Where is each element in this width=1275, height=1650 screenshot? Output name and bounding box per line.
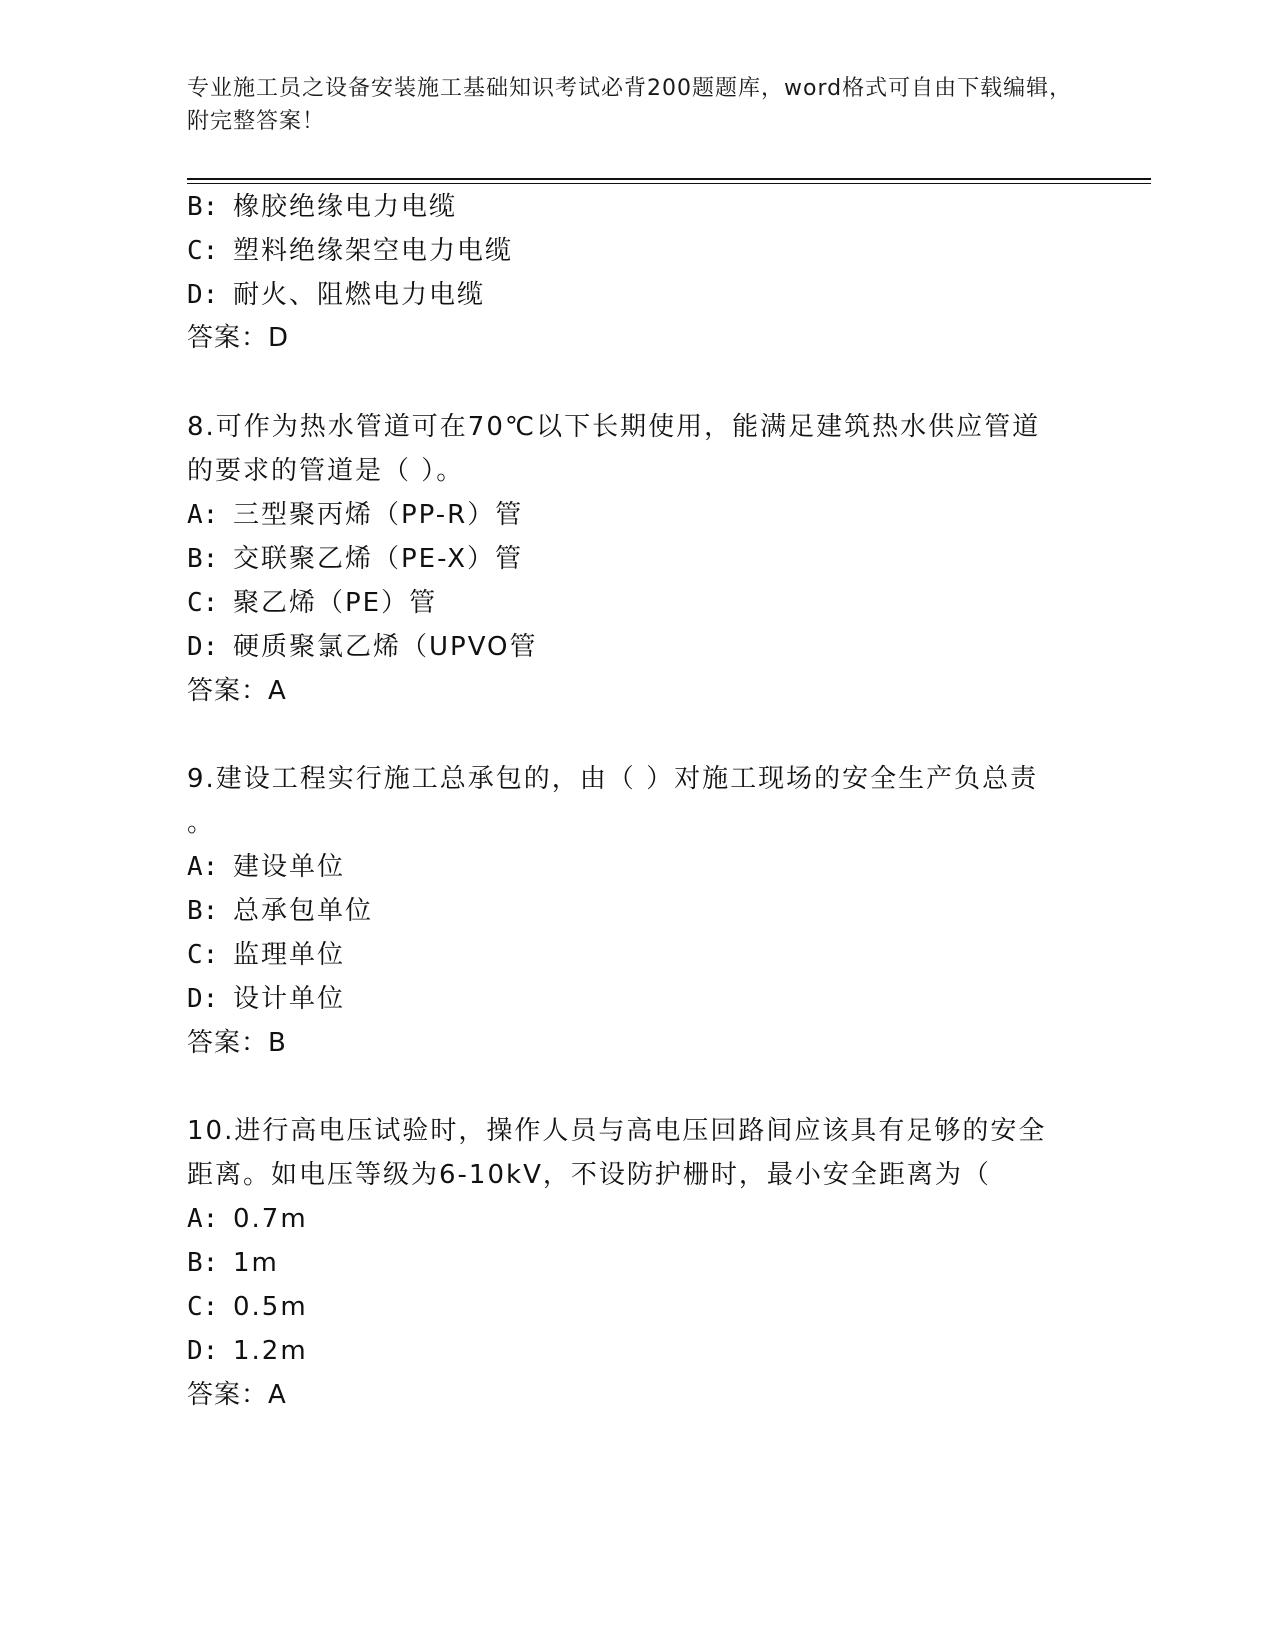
header-divider-thick xyxy=(187,178,1151,180)
question-text: 10.进行高电压试验时，操作人员与高电压回路间应该具有足够的安全 xyxy=(187,1116,1047,1146)
question-text-continued: 的要求的管道是（ ）。 xyxy=(187,456,465,486)
question-text-continued: 。 xyxy=(187,808,216,838)
question-text: 8.可作为热水管道可在70℃以下长期使用，能满足建筑热水供应管道 xyxy=(187,412,1041,442)
answer-line: 答案：A xyxy=(187,1380,287,1410)
option-letter: C: xyxy=(187,1292,219,1322)
option-text: 建设单位 xyxy=(233,852,346,882)
answer-line: 答案：B xyxy=(187,1028,287,1058)
option-letter: D: xyxy=(187,632,219,662)
option-letter: B: xyxy=(187,544,219,574)
option-letter: B: xyxy=(187,896,219,926)
option-c xyxy=(187,588,437,618)
option-letter: A: xyxy=(187,1204,219,1234)
option-text: 硬质聚氯乙烯（UPVO管 xyxy=(233,632,538,662)
option-d xyxy=(187,632,538,662)
document-header: 专业施工员之设备安装施工基础知识考试必背200题题库，word格式可自由下载编辑，附完整答案！ xyxy=(187,76,1073,134)
option-text: 1m xyxy=(233,1248,279,1278)
option-a xyxy=(187,500,523,530)
option-c xyxy=(187,1292,308,1322)
option-b xyxy=(187,896,373,926)
option-text: 1.2m xyxy=(233,1336,308,1366)
option-text: 交联聚乙烯（PE-X）管 xyxy=(233,544,524,574)
option-letter: C: xyxy=(187,588,219,618)
option-d xyxy=(187,280,485,310)
option-c xyxy=(187,236,513,266)
option-letter: D: xyxy=(187,280,219,310)
option-letter: B: xyxy=(187,192,219,222)
option-a xyxy=(187,852,345,882)
option-text: 总承包单位 xyxy=(233,896,374,926)
option-letter: C: xyxy=(187,236,219,266)
option-text: 监理单位 xyxy=(233,940,346,970)
option-letter: D: xyxy=(187,984,219,1014)
answer-line: 答案：D xyxy=(187,323,290,353)
option-text: 塑料绝缘架空电力电缆 xyxy=(233,236,514,266)
option-d xyxy=(187,984,345,1014)
option-a xyxy=(187,1204,308,1234)
option-text: 设计单位 xyxy=(233,984,346,1014)
option-b xyxy=(187,1248,279,1278)
option-text: 聚乙烯（PE）管 xyxy=(233,588,438,618)
option-letter: B: xyxy=(187,1248,219,1278)
option-d xyxy=(187,1336,308,1366)
option-letter: A: xyxy=(187,852,219,882)
answer-line: 答案：A xyxy=(187,676,287,706)
option-text: 耐火、阻燃电力电缆 xyxy=(233,280,486,310)
header-divider-thin xyxy=(187,183,1151,184)
option-text: 0.7m xyxy=(233,1204,308,1234)
option-b xyxy=(187,544,523,574)
option-letter: A: xyxy=(187,500,219,530)
question-text: 9.建设工程实行施工总承包的，由（ ）对施工现场的安全生产负总责 xyxy=(187,764,1039,794)
question-text-continued: 距离。如电压等级为6-10kV，不设防护栅时，最小安全距离为（ xyxy=(187,1160,991,1190)
option-b xyxy=(187,192,457,222)
option-c xyxy=(187,940,345,970)
option-letter: C: xyxy=(187,940,219,970)
option-text: 三型聚丙烯（PP-R）管 xyxy=(233,500,524,530)
option-text: 橡胶绝缘电力电缆 xyxy=(233,192,458,222)
option-text: 0.5m xyxy=(233,1292,308,1322)
option-letter: D: xyxy=(187,1336,219,1366)
